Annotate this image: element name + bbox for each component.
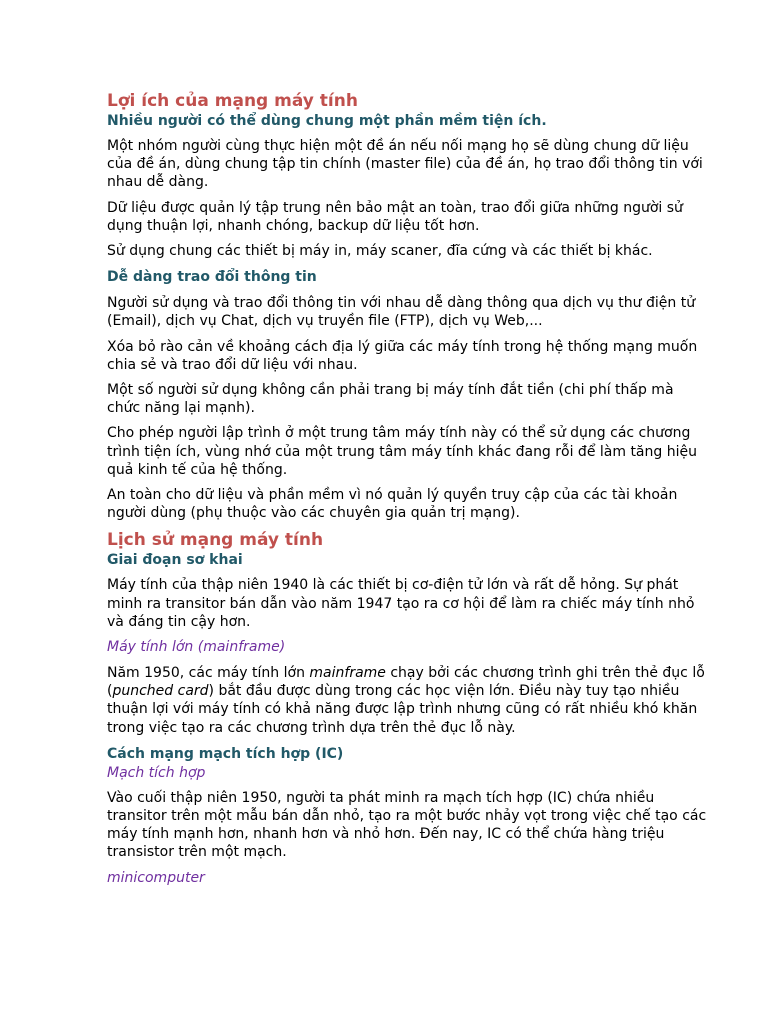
heading-mainframe: Máy tính lớn (mainframe) [107, 639, 286, 656]
paragraph-low-cost: Một số người sử dụng không cần phải trang bị máy tính đắt tiền (chi phí thấp mà chức năng lại mạnh). [107, 382, 674, 417]
paragraph-centralized-data: Dữ liệu được quản lý tập trung nên bảo mật an toàn, trao đổi giữa những người sử dụng thuận lợi, nhanh chóng, backup dữ liệu tốt hơn. [107, 199, 683, 234]
paragraph-data-security: An toàn cho dữ liệu và phần mềm vì nó quản lý quyền truy cập của các tài khoản người dùng (phụ thuộc vào các chuyên gia quản trị mạng). [107, 487, 678, 522]
mainframe-text-punched-card: punched card [112, 683, 209, 700]
paragraph-1940s-computers: Máy tính của thập niên 1940 là các thiết bị cơ-điện tử lớn và rất dễ hỏng. Sự phát minh ra transitor bán dẫn vào năm 1947 tạo ra cơ hội để làm ra chiếc máy tính nhỏ và đáng tin cậy hơn. [107, 577, 695, 630]
mainframe-text-a: Năm 1950, các máy tính lớn [107, 665, 310, 682]
mainframe-text-e: ) bắt đầu được dùng trong các học viện lớn. Điều này tuy tạo nhiều thuận lợi với máy tính có khả năng được lập trình nhưng cũng có rất nhiều khó khăn trong việc tạo ra các chương trình dựa trên thẻ đục lỗ này. [107, 683, 698, 736]
paragraph-remove-distance: Xóa bỏ rào cản về khoảng cách địa lý giữa các máy tính trong hệ thống mạng muốn chia sẻ và trao đổi dữ liệu với nhau. [107, 338, 698, 373]
paragraph-shared-devices: Sử dụng chung các thiết bị máy in, máy scaner, đĩa cứng và các thiết bị khác. [107, 243, 653, 260]
heading-ic-revolution: Cách mạng mạch tích hợp (IC) [107, 745, 344, 762]
section-title-benefits: Lợi ích của mạng máy tính [107, 91, 358, 111]
paragraph-integrated-circuit: Vào cuối thập niên 1950, người ta phát minh ra mạch tích hợp (IC) chứa nhiều transitor trên một mẫu bán dẫn nhỏ, tạo ra một bước nhảy vọt trong việc chế tạo các máy tính mạnh hơn, nhanh hơn và nhỏ hơn. Đến nay, IC có thể chứa hàng triệu transistor trên một mạch. [107, 789, 707, 861]
paragraph-shared-project: Một nhóm người cùng thực hiện một đề án nếu nối mạng họ sẽ dùng chung dữ liệu của đề án, dùng chung tập tin chính (master file) của đề án, họ trao đổi thông tin với nhau dễ dàng. [107, 138, 703, 191]
paragraph-mainframe [107, 664, 707, 737]
paragraph-communication-services: Người sử dụng và trao đổi thông tin với nhau dễ dàng thông qua dịch vụ thư điện tử (Email), dịch vụ Chat, dịch vụ truyền file (FTP), dịch vụ Web,... [107, 295, 696, 330]
mainframe-text-term: mainframe [309, 665, 386, 682]
heading-integrated-circuit: Mạch tích hợp [107, 764, 206, 781]
mainframe-text-c: chạy bởi các chương trình ghi trên thẻ đục lỗ ( [107, 665, 705, 700]
document-page [107, 91, 707, 887]
heading-early-stage: Giai đoạn sơ khai [107, 552, 243, 569]
heading-minicomputer: minicomputer [107, 869, 205, 886]
heading-shared-software: Nhiều người có thể dùng chung một phần mềm tiện ích. [107, 113, 547, 129]
paragraph-remote-resources: Cho phép người lập trình ở một trung tâm máy tính này có thể sử dụng các chương trình tiện ích, vùng nhớ của một trung tâm máy tính khác đang rỗi để làm tăng hiệu quả kinh tế của hệ thống. [107, 425, 697, 478]
heading-easy-exchange: Dễ dàng trao đổi thông tin [107, 269, 317, 286]
section-title-history: Lịch sử mạng máy tính [107, 530, 324, 551]
